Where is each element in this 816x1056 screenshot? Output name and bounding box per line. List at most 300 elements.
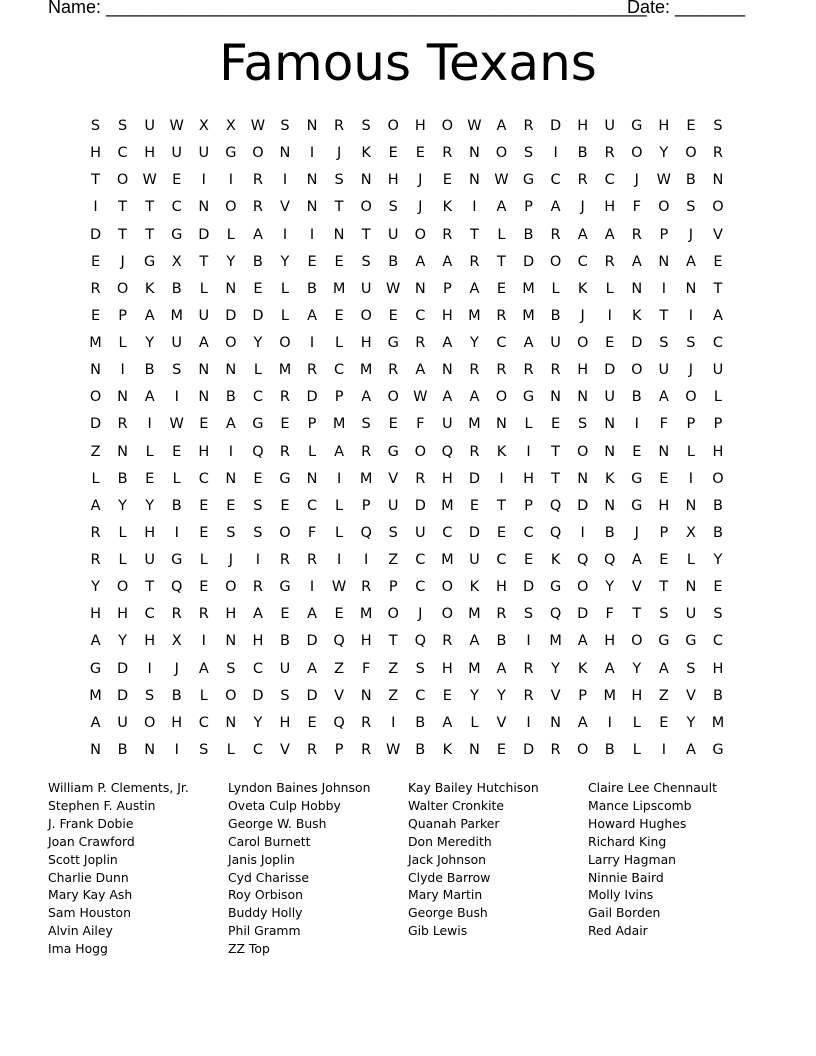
grid-letter[interactable]: O [685, 389, 697, 406]
grid-letter[interactable]: N [225, 714, 237, 731]
grid-letter[interactable]: A [604, 226, 615, 243]
grid-letter[interactable]: Y [280, 253, 290, 270]
grid-letter[interactable]: C [523, 524, 534, 541]
grid-letter[interactable]: A [631, 552, 642, 568]
grid-letter[interactable]: G [89, 660, 102, 677]
grid-letter[interactable]: N [306, 118, 318, 134]
grid-letter[interactable]: W [467, 118, 482, 134]
grid-letter[interactable]: U [171, 335, 183, 351]
grid-letter[interactable]: R [631, 226, 642, 243]
grid-letter[interactable]: B [496, 633, 507, 650]
grid-letter[interactable]: O [387, 118, 399, 134]
grid-letter[interactable]: P [659, 226, 669, 243]
grid-letter[interactable]: E [90, 253, 101, 270]
grid-letter[interactable]: H [144, 524, 156, 541]
grid-letter[interactable]: D [414, 497, 426, 514]
grid-letter[interactable]: H [198, 443, 210, 460]
grid-letter[interactable]: Y [253, 714, 263, 731]
grid-letter[interactable]: O [495, 389, 508, 406]
grid-letter[interactable]: B [415, 714, 426, 731]
grid-letter[interactable]: M [468, 307, 481, 324]
grid-letter[interactable]: U [198, 145, 210, 162]
grid-letter[interactable]: B [415, 741, 426, 758]
grid-letter[interactable]: H [604, 199, 616, 216]
grid-letter[interactable]: D [306, 389, 318, 406]
grid-letter[interactable]: O [441, 606, 454, 623]
grid-letter[interactable]: C [334, 362, 345, 379]
grid-letter[interactable]: T [632, 606, 642, 623]
grid-letter[interactable]: U [387, 497, 399, 514]
grid-letter[interactable]: L [253, 362, 262, 379]
grid-letter[interactable]: S [388, 199, 398, 216]
grid-letter[interactable]: M [359, 470, 373, 487]
grid-letter[interactable]: R [361, 579, 372, 596]
grid-letter[interactable]: H [523, 470, 534, 487]
grid-letter[interactable]: D [550, 118, 562, 134]
grid-letter[interactable]: P [334, 389, 344, 406]
grid-letter[interactable]: H [90, 606, 101, 623]
grid-letter[interactable]: E [253, 470, 263, 487]
grid-letter[interactable]: G [171, 226, 183, 243]
grid-letter[interactable]: O [631, 633, 643, 650]
grid-letter[interactable]: N [577, 470, 589, 487]
grid-letter[interactable]: T [469, 226, 479, 243]
grid-letter[interactable]: E [334, 253, 344, 270]
grid-letter[interactable]: T [713, 280, 723, 297]
grid-letter[interactable]: N [685, 579, 697, 596]
grid-letter[interactable]: H [712, 660, 724, 677]
grid-letter[interactable]: B [712, 524, 723, 541]
grid-letter[interactable]: N [658, 443, 670, 460]
grid-letter[interactable]: C [252, 660, 263, 677]
grid-letter[interactable]: X [685, 524, 696, 541]
grid-letter[interactable]: C [171, 199, 182, 216]
grid-letter[interactable]: L [199, 280, 208, 297]
grid-letter[interactable]: I [499, 470, 504, 487]
grid-letter[interactable]: M [468, 660, 481, 677]
grid-letter[interactable]: J [418, 606, 423, 623]
grid-letter[interactable]: T [551, 470, 561, 487]
grid-letter[interactable]: N [117, 443, 129, 460]
grid-letter[interactable]: B [388, 253, 399, 270]
grid-letter[interactable]: N [360, 172, 372, 189]
grid-letter[interactable]: R [523, 118, 534, 134]
grid-letter[interactable]: B [604, 741, 615, 758]
grid-letter[interactable]: T [199, 253, 209, 270]
grid-letter[interactable]: R [442, 145, 453, 162]
grid-letter[interactable]: N [198, 362, 210, 379]
grid-letter[interactable]: L [551, 280, 560, 297]
grid-letter[interactable]: G [631, 118, 643, 134]
grid-letter[interactable]: D [468, 524, 480, 541]
grid-letter[interactable]: E [632, 443, 642, 460]
grid-letter[interactable]: N [631, 280, 643, 297]
grid-letter[interactable]: R [252, 199, 263, 216]
grid-letter[interactable]: E [388, 307, 398, 324]
grid-letter[interactable]: P [361, 497, 371, 514]
grid-letter[interactable]: U [414, 524, 426, 541]
grid-letter[interactable]: P [442, 280, 452, 297]
grid-letter[interactable]: T [388, 633, 398, 650]
grid-letter[interactable]: E [713, 253, 723, 270]
grid-letter[interactable]: O [441, 118, 454, 134]
grid-letter[interactable]: A [496, 660, 507, 677]
grid-letter[interactable]: O [279, 335, 291, 351]
grid-letter[interactable]: N [577, 389, 589, 406]
grid-letter[interactable]: T [145, 199, 155, 216]
grid-letter[interactable]: E [334, 307, 344, 324]
grid-letter[interactable]: B [685, 172, 696, 189]
grid-letter[interactable]: I [174, 741, 179, 758]
grid-letter[interactable]: G [549, 579, 562, 596]
grid-letter[interactable]: N [550, 389, 562, 406]
grid-letter[interactable]: R [90, 280, 101, 297]
grid-letter[interactable]: N [144, 741, 156, 758]
grid-letter[interactable]: X [198, 118, 209, 134]
grid-letter[interactable]: H [387, 172, 399, 189]
grid-letter[interactable]: L [632, 741, 641, 758]
grid-letter[interactable]: T [497, 497, 506, 514]
grid-letter[interactable]: H [90, 145, 101, 162]
grid-letter[interactable]: T [91, 172, 100, 189]
grid-letter[interactable]: W [169, 118, 184, 134]
grid-letter[interactable]: A [144, 307, 155, 324]
grid-letter[interactable]: U [442, 416, 453, 433]
grid-letter[interactable]: I [472, 199, 477, 216]
grid-letter[interactable]: A [334, 443, 345, 460]
grid-letter[interactable]: Q [549, 497, 562, 514]
grid-letter[interactable]: R [550, 741, 561, 758]
grid-letter[interactable]: H [441, 307, 453, 324]
grid-letter[interactable]: O [495, 145, 508, 162]
grid-letter[interactable]: G [522, 389, 535, 406]
grid-letter[interactable]: A [442, 253, 453, 270]
grid-letter[interactable]: K [442, 741, 453, 758]
grid-letter[interactable]: N [225, 362, 237, 379]
grid-letter[interactable]: M [603, 687, 616, 704]
grid-letter[interactable]: K [144, 280, 155, 297]
grid-letter[interactable]: L [335, 335, 344, 351]
grid-letter[interactable]: R [306, 741, 318, 758]
grid-letter[interactable]: C [144, 606, 155, 623]
grid-letter[interactable]: M [359, 606, 373, 623]
grid-letter[interactable]: R [306, 362, 318, 379]
grid-letter[interactable]: S [117, 118, 128, 134]
grid-letter[interactable]: M [522, 280, 535, 297]
grid-letter[interactable]: D [522, 579, 535, 596]
grid-letter[interactable]: S [334, 172, 344, 189]
grid-letter[interactable]: A [252, 226, 263, 243]
grid-letter[interactable]: R [523, 660, 534, 677]
grid-letter[interactable]: S [361, 118, 371, 134]
grid-letter[interactable]: A [658, 660, 669, 677]
grid-letter[interactable]: M [332, 280, 346, 297]
grid-letter[interactable]: D [468, 470, 480, 487]
grid-letter[interactable]: O [116, 579, 129, 596]
grid-letter[interactable]: K [632, 307, 642, 324]
grid-letter[interactable]: L [118, 524, 127, 541]
grid-letter[interactable]: C [604, 172, 615, 189]
grid-letter[interactable]: C [415, 579, 426, 596]
grid-letter[interactable]: M [278, 362, 292, 379]
grid-letter[interactable]: X [171, 633, 182, 650]
grid-letter[interactable]: Z [388, 687, 399, 704]
grid-letter[interactable]: R [252, 579, 263, 596]
grid-letter[interactable]: Y [632, 660, 642, 677]
grid-letter[interactable]: S [253, 497, 263, 514]
grid-letter[interactable]: N [468, 741, 480, 758]
grid-letter[interactable]: Q [576, 552, 589, 568]
grid-letter[interactable]: A [442, 714, 453, 731]
grid-letter[interactable]: I [526, 633, 531, 650]
grid-letter[interactable]: Q [414, 633, 426, 650]
grid-letter[interactable]: K [604, 470, 615, 487]
grid-letter[interactable]: Y [145, 497, 155, 514]
grid-letter[interactable]: N [333, 226, 345, 243]
grid-letter[interactable]: I [174, 389, 179, 406]
grid-letter[interactable]: O [712, 199, 724, 216]
grid-letter[interactable]: I [282, 226, 288, 243]
grid-letter[interactable]: R [279, 443, 290, 460]
grid-letter[interactable]: D [225, 307, 237, 324]
grid-letter[interactable]: O [387, 606, 399, 623]
grid-letter[interactable]: O [360, 199, 372, 216]
grid-letter[interactable]: V [631, 579, 642, 596]
grid-letter[interactable]: Y [659, 145, 669, 162]
grid-letter[interactable]: B [631, 389, 642, 406]
grid-letter[interactable]: I [147, 416, 152, 433]
grid-letter[interactable]: E [659, 470, 669, 487]
grid-letter[interactable]: G [279, 470, 291, 487]
grid-letter[interactable]: I [661, 741, 666, 758]
grid-letter[interactable]: O [414, 443, 426, 460]
grid-letter[interactable]: O [225, 335, 237, 351]
grid-letter[interactable]: O [414, 226, 426, 243]
grid-letter[interactable]: E [713, 579, 723, 596]
grid-letter[interactable]: R [550, 226, 561, 243]
grid-letter[interactable]: V [280, 199, 290, 216]
grid-letter[interactable]: R [388, 362, 399, 379]
grid-letter[interactable]: H [441, 660, 453, 677]
grid-letter[interactable]: E [605, 335, 615, 351]
grid-letter[interactable]: S [226, 660, 236, 677]
grid-letter[interactable]: A [685, 253, 696, 270]
grid-letter[interactable]: X [171, 253, 182, 270]
grid-letter[interactable]: E [199, 579, 209, 596]
grid-letter[interactable]: T [118, 199, 128, 216]
grid-letter[interactable]: B [307, 280, 317, 297]
grid-letter[interactable]: K [577, 280, 588, 297]
grid-letter[interactable]: F [416, 416, 425, 433]
grid-letter[interactable]: Q [333, 714, 345, 731]
grid-letter[interactable]: I [580, 524, 585, 541]
grid-letter[interactable]: I [120, 362, 125, 379]
grid-letter[interactable]: D [522, 253, 535, 270]
grid-letter[interactable]: P [578, 687, 588, 704]
grid-letter[interactable]: I [688, 470, 694, 487]
grid-letter[interactable]: N [712, 172, 724, 189]
grid-letter[interactable]: O [116, 172, 129, 189]
grid-letter[interactable]: H [658, 497, 670, 514]
grid-letter[interactable]: W [169, 416, 184, 433]
grid-letter[interactable]: C [712, 335, 724, 351]
grid-letter[interactable]: Y [686, 714, 696, 731]
grid-letter[interactable]: Z [334, 660, 345, 677]
grid-letter[interactable]: A [307, 660, 317, 677]
grid-letter[interactable]: I [661, 280, 666, 297]
grid-letter[interactable]: Q [604, 552, 616, 568]
grid-letter[interactable]: R [523, 687, 534, 704]
grid-letter[interactable]: I [147, 660, 152, 677]
grid-letter[interactable]: Y [253, 335, 263, 351]
grid-letter[interactable]: L [118, 552, 127, 568]
grid-letter[interactable]: E [253, 280, 263, 297]
grid-letter[interactable]: U [469, 552, 480, 568]
grid-letter[interactable]: T [551, 443, 561, 460]
grid-letter[interactable]: Y [551, 660, 561, 677]
grid-letter[interactable]: W [656, 172, 672, 189]
grid-letter[interactable]: O [143, 714, 156, 731]
grid-letter[interactable]: V [496, 714, 507, 731]
grid-letter[interactable]: S [659, 606, 669, 623]
grid-letter[interactable]: E [442, 687, 452, 704]
grid-letter[interactable]: R [171, 606, 182, 623]
grid-letter[interactable]: R [306, 552, 318, 568]
grid-letter[interactable]: M [549, 633, 562, 650]
grid-letter[interactable]: R [496, 307, 507, 324]
grid-letter[interactable]: R [712, 145, 723, 162]
grid-letter[interactable]: B [117, 470, 128, 487]
grid-letter[interactable]: B [604, 524, 615, 541]
grid-letter[interactable]: U [604, 118, 616, 134]
grid-letter[interactable]: E [226, 497, 236, 514]
grid-letter[interactable]: N [685, 280, 697, 297]
grid-letter[interactable]: C [415, 687, 426, 704]
grid-letter[interactable]: M [711, 714, 725, 731]
grid-letter[interactable]: R [361, 714, 372, 731]
grid-letter[interactable]: I [309, 579, 315, 596]
grid-letter[interactable]: R [442, 633, 453, 650]
grid-letter[interactable]: L [470, 714, 479, 731]
grid-letter[interactable]: A [713, 307, 723, 324]
grid-letter[interactable]: C [117, 145, 128, 162]
grid-letter[interactable]: A [442, 335, 453, 351]
grid-letter[interactable]: G [144, 253, 156, 270]
grid-letter[interactable]: T [659, 307, 669, 324]
grid-letter[interactable]: I [364, 552, 369, 568]
grid-letter[interactable]: Y [118, 497, 128, 514]
grid-letter[interactable]: O [360, 307, 372, 324]
grid-letter[interactable]: C [577, 253, 588, 270]
grid-letter[interactable]: S [686, 660, 696, 677]
grid-letter[interactable]: S [578, 416, 588, 433]
grid-letter[interactable]: S [388, 524, 398, 541]
grid-letter[interactable]: I [93, 199, 98, 216]
grid-letter[interactable]: J [336, 145, 342, 162]
grid-letter[interactable]: E [172, 172, 182, 189]
grid-letter[interactable]: O [576, 741, 589, 758]
grid-letter[interactable]: S [415, 660, 425, 677]
grid-letter[interactable]: E [388, 145, 398, 162]
grid-letter[interactable]: G [387, 335, 399, 351]
grid-letter[interactable]: R [469, 443, 480, 460]
grid-letter[interactable]: N [198, 199, 210, 216]
grid-letter[interactable]: M [522, 307, 535, 324]
grid-letter[interactable]: S [523, 606, 534, 623]
grid-letter[interactable]: O [225, 687, 237, 704]
grid-letter[interactable]: A [658, 389, 669, 406]
grid-letter[interactable]: X [225, 118, 236, 134]
grid-letter[interactable]: L [145, 443, 154, 460]
grid-letter[interactable]: I [688, 307, 694, 324]
grid-letter[interactable]: C [306, 497, 318, 514]
grid-letter[interactable]: O [89, 389, 102, 406]
grid-letter[interactable]: Z [388, 552, 399, 568]
grid-letter[interactable]: G [712, 741, 724, 758]
word-search-grid[interactable] [82, 113, 742, 764]
grid-letter[interactable]: O [252, 145, 264, 162]
grid-letter[interactable]: H [117, 606, 129, 623]
grid-letter[interactable]: W [250, 118, 266, 134]
grid-letter[interactable]: G [631, 470, 643, 487]
grid-letter[interactable]: R [415, 470, 426, 487]
grid-letter[interactable]: B [171, 280, 182, 297]
grid-letter[interactable]: C [496, 552, 507, 568]
grid-letter[interactable]: R [90, 552, 101, 568]
grid-letter[interactable]: A [225, 416, 236, 433]
grid-letter[interactable]: A [496, 199, 507, 216]
grid-letter[interactable]: C [198, 470, 209, 487]
grid-letter[interactable]: Y [118, 633, 128, 650]
grid-letter[interactable]: U [144, 118, 155, 134]
grid-letter[interactable]: E [280, 416, 290, 433]
grid-letter[interactable]: A [469, 389, 480, 406]
grid-letter[interactable]: Y [469, 687, 479, 704]
grid-letter[interactable]: A [198, 335, 209, 351]
grid-letter[interactable]: I [309, 335, 315, 351]
grid-letter[interactable]: B [550, 307, 561, 324]
grid-letter[interactable]: L [713, 389, 723, 406]
grid-letter[interactable]: R [279, 552, 290, 568]
grid-letter[interactable]: G [387, 443, 399, 460]
grid-letter[interactable]: O [441, 579, 454, 596]
grid-letter[interactable]: S [90, 118, 101, 134]
grid-letter[interactable]: U [712, 362, 724, 379]
grid-letter[interactable]: L [497, 226, 506, 243]
grid-letter[interactable]: I [228, 443, 233, 460]
grid-letter[interactable]: S [686, 335, 696, 351]
grid-letter[interactable]: E [551, 416, 561, 433]
grid-letter[interactable]: A [631, 253, 642, 270]
grid-letter[interactable]: R [469, 362, 480, 379]
grid-letter[interactable]: N [225, 633, 237, 650]
grid-letter[interactable]: E [469, 497, 479, 514]
grid-letter[interactable]: E [307, 714, 317, 731]
grid-letter[interactable]: A [307, 606, 317, 623]
grid-letter[interactable]: S [686, 199, 696, 216]
grid-letter[interactable]: A [496, 118, 507, 134]
grid-letter[interactable]: H [144, 633, 156, 650]
grid-letter[interactable]: R [279, 389, 290, 406]
grid-letter[interactable]: A [577, 226, 588, 243]
grid-letter[interactable]: I [336, 552, 342, 568]
grid-letter[interactable]: B [225, 389, 236, 406]
grid-letter[interactable]: V [280, 741, 290, 758]
grid-letter[interactable]: I [309, 145, 315, 162]
grid-letter[interactable]: R [442, 226, 453, 243]
grid-letter[interactable]: U [171, 145, 183, 162]
grid-letter[interactable]: D [117, 660, 129, 677]
